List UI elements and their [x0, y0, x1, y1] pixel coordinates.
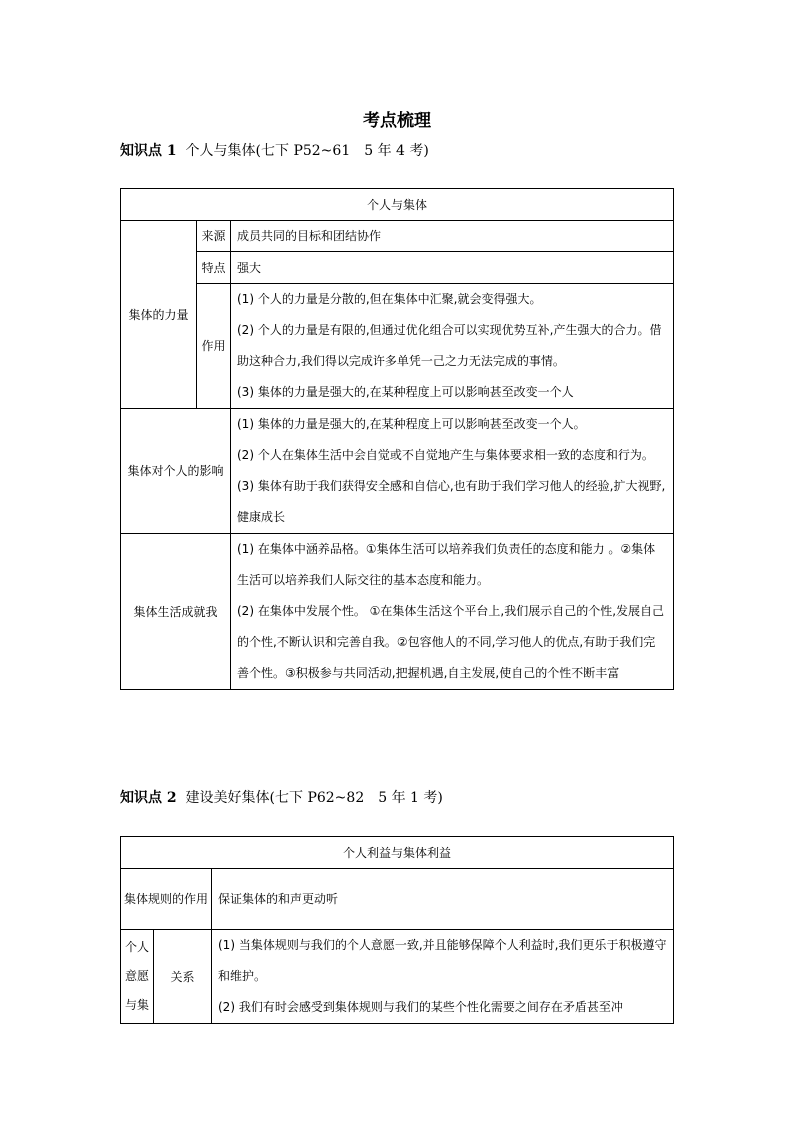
cell-influence-content — [231, 409, 674, 534]
list-item: (3) 集体有助于我们获得安全感和自信心,也有助于我们学习他人的经验,扩大视野,健康成长 — [237, 479, 666, 524]
row-label-personal-will: 个人意愿与集 — [121, 930, 154, 1024]
list-item: (1) 个人的力量是分散的,但在集体中汇聚,就会变得强大。 — [237, 292, 542, 306]
page-title: 考点梳理 — [363, 111, 431, 131]
sub-label-feature: 特点 — [197, 252, 231, 284]
cell-relation-content — [212, 930, 674, 1024]
table-header: 个人利益与集体利益 — [121, 837, 674, 869]
cell-feature-value: 强大 — [231, 252, 674, 284]
section-heading-1 — [120, 140, 429, 160]
section-heading-2 — [120, 787, 443, 807]
row-label-collective-achieves-me: 集体生活成就我 — [121, 534, 231, 690]
list-item: (2) 个人在集体生活中会自觉或不自觉地产生与集体要求相一致的态度和行为。 — [237, 448, 654, 462]
list-item: (2) 在集体中发展个性。 ①在集体生活这个平台上,我们展示自己的个性,发展自己的个性,不断认识和完善自我。②包容他人的不同,学习他人的优点,有助于我们完善个性。③积极参与共同活动,把握机遇,自主发展,使自己的个性不断丰富 — [237, 604, 665, 680]
cell-source-value: 成员共同的目标和团结协作 — [231, 221, 674, 252]
list-item: (2) 个人的力量是有限的,但通过优化组合可以实现优势互补,产生强大的合力。借助这种合力,我们得以完成许多单凭一己之力无法完成的事情。 — [237, 323, 662, 368]
list-item: (1) 当集体规则与我们的个人意愿一致,并且能够保障个人利益时,我们更乐于积极遵守和维护。 — [218, 938, 667, 983]
sub-label-source: 来源 — [197, 221, 231, 252]
section-number: 知识点 1 — [120, 143, 177, 159]
sub-label-relation: 关系 — [154, 930, 212, 1024]
cell-role-content — [231, 284, 674, 409]
interest-table — [120, 836, 674, 1024]
list-item: (1) 在集体中涵养品格。①集体生活可以培养我们负责任的态度和能力 。②集体生活可以培养我们人际交往的基本态度和能力。 — [237, 542, 656, 587]
list-item: (1) 集体的力量是强大的,在某种程度上可以影响甚至改变一个人。 — [237, 417, 586, 431]
section-title: 建设美好集体(七下 P62~82 5 年 1 考) — [185, 790, 443, 806]
section-title: 个人与集体(七下 P52~61 5 年 4 考) — [185, 143, 429, 159]
row-label-rule-function: 集体规则的作用 — [121, 869, 212, 930]
section-number: 知识点 2 — [120, 790, 177, 806]
cell-achieve-content — [231, 534, 674, 690]
cell-rule-function-value: 保证集体的和声更动听 — [212, 869, 674, 930]
row-label-collective-power: 集体的力量 — [121, 221, 197, 409]
list-item: (3) 集体的力量是强大的,在某种程度上可以影响甚至改变一个人 — [237, 385, 574, 399]
table-header: 个人与集体 — [121, 189, 674, 221]
individual-collective-table — [120, 188, 674, 690]
row-label-collective-influence: 集体对个人的影响 — [121, 409, 231, 534]
sub-label-role: 作用 — [197, 284, 231, 409]
list-item: (2) 我们有时会感受到集体规则与我们的某些个性化需要之间存在矛盾甚至冲 — [218, 1000, 623, 1014]
